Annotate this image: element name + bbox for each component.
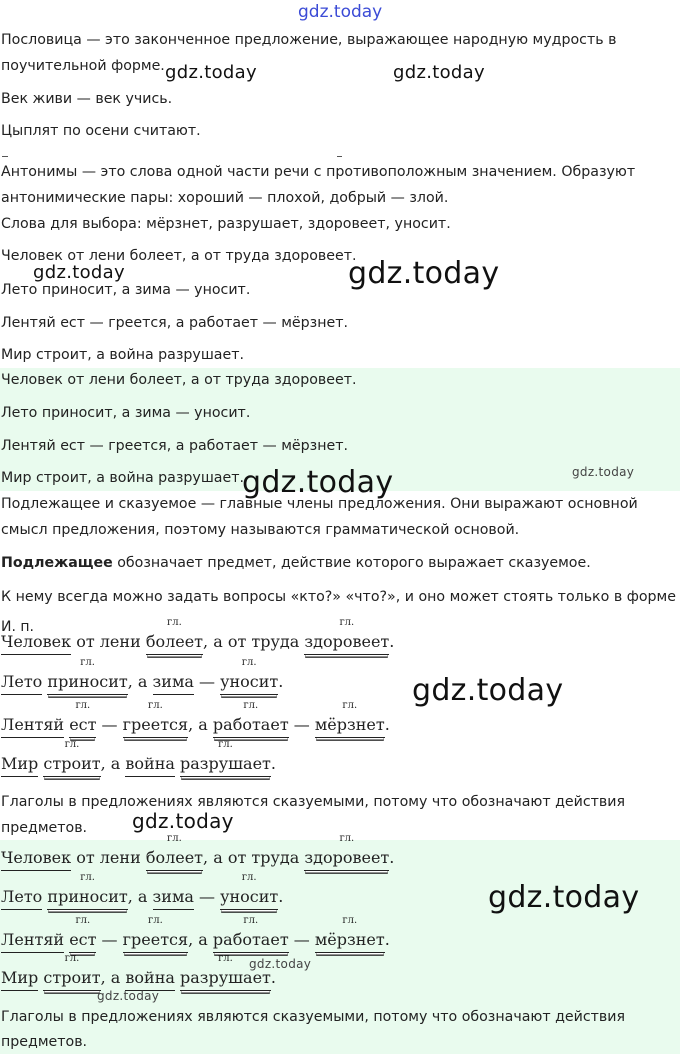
predicate-text: ест (69, 715, 97, 734)
subject-word: Мир (1, 752, 38, 777)
predicate-word (220, 872, 279, 910)
antonym-definition-line-1: Антонимы — это слова одной части речи с противоположным значением. Образуют (1, 164, 636, 180)
cut-mark (337, 156, 342, 157)
plain-text: , а (188, 715, 213, 734)
sentence-3: Лентяй ест — греется, а работает — мёрзнет. (1, 315, 348, 331)
watermark: gdz.today (488, 880, 640, 915)
verb-mark: гл. (75, 700, 91, 711)
plain-text: — (288, 930, 315, 949)
verb-mark: гл. (243, 915, 259, 926)
predicate-word (47, 872, 128, 910)
watermark: gdz.today (412, 673, 564, 708)
predicate-text: ест (69, 930, 97, 949)
subject-definition (1, 551, 591, 575)
header-watermark: gdz.today (298, 2, 383, 22)
answer-sentence-4: Мир строит, а война разрушает. (1, 470, 245, 486)
predicate-text: уносит (220, 887, 279, 906)
main-members-definition-line-1: Подлежащее и сказуемое — главные члены предложения. Они выражают основной (1, 496, 638, 512)
subject-word: Лентяй (1, 713, 64, 738)
proverb-definition-line-2: поучительной форме. (1, 58, 165, 74)
predicate-word (180, 739, 271, 777)
predicate-text: строит (43, 968, 101, 987)
predicate-word (43, 739, 101, 777)
verb-mark: гл. (339, 833, 355, 844)
answer-sentence-3: Лентяй ест — греется, а работает — мёрзнет. (1, 438, 348, 454)
parsed-sentence-4 (1, 739, 276, 777)
proverb-definition-line-1: Пословица — это законченное предложение, выражающее народную мудрость в (1, 32, 617, 48)
verb-mark: гл. (147, 915, 163, 926)
predicate-word (69, 700, 97, 738)
watermark: gdz.today (132, 809, 234, 833)
plain-text: , а (100, 968, 126, 987)
watermark: gdz.today (393, 62, 485, 83)
verb-mark: гл. (342, 700, 358, 711)
subject-word: война (125, 752, 175, 777)
subject-word: война (125, 966, 175, 991)
watermark: gdz.today (348, 256, 500, 291)
predicate-text: болеет (145, 848, 204, 867)
predicate-word (212, 700, 289, 738)
predicate-word (122, 700, 189, 738)
predicate-text: греется (122, 930, 189, 949)
subject-definition-rest: обозначает предмет, действие которого выражает сказуемое. (112, 555, 591, 571)
verb-mark: гл. (80, 872, 95, 883)
plain-text: — (193, 887, 221, 906)
subject-word: Лентяй (1, 928, 64, 953)
antonym-definition-line-2: антонимические пары: хороший — плохой, добрый — злой. (1, 190, 449, 206)
subject-questions: К нему всегда можно задать вопросы «кто?» «что?», и оно может стоять только в форме (1, 589, 676, 605)
sentence-4: Мир строит, а война разрушает. (1, 347, 245, 363)
cut-mark (2, 156, 8, 157)
conclusion-line-2: предметов. (1, 820, 88, 836)
answer-sentence-1: Человек от лени болеет, а от труда здоровеет. (1, 372, 357, 388)
proverb-example-2: Цыплят по осени считают. (1, 123, 201, 139)
verb-mark: гл. (147, 700, 163, 711)
plain-text: , а (127, 887, 153, 906)
plain-text: от лени (71, 848, 146, 867)
words-for-choice: Слова для выбора: мёрзнет, разрушает, здоровеет, уносит. (1, 216, 451, 232)
plain-text: , а от труда (203, 632, 305, 651)
predicate-word (220, 657, 279, 695)
subject-word: Лето (1, 885, 42, 910)
plain-text: — (288, 715, 315, 734)
predicate-word (304, 617, 390, 655)
subject-word: Человек (1, 630, 71, 655)
predicate-word (69, 915, 97, 953)
sentence-1: Человек от лени болеет, а от труда здоровеет. (1, 248, 357, 264)
plain-text: . (389, 848, 395, 867)
predicate-word (43, 953, 101, 991)
plain-text: — (96, 715, 123, 734)
answer-parsed-sentence-1 (1, 833, 395, 871)
answer-parsed-sentence-4 (1, 953, 276, 991)
sentence-2: Лето приносит, а зима — уносит. (1, 282, 251, 298)
answer-parsed-sentence-3 (1, 915, 390, 953)
predicate-word (212, 915, 289, 953)
verb-mark: гл. (218, 953, 233, 964)
watermark: gdz.today (242, 465, 394, 500)
plain-text: , а (100, 754, 126, 773)
subject-word: зима (153, 670, 194, 695)
subject-word: Мир (1, 966, 38, 991)
predicate-word (145, 617, 204, 655)
plain-text: , а от труда (203, 848, 305, 867)
predicate-text: греется (122, 715, 189, 734)
verb-mark: гл. (241, 872, 257, 883)
watermark: gdz.today (249, 957, 312, 971)
verb-mark: гл. (243, 700, 259, 711)
predicate-text: приносит (47, 887, 128, 906)
plain-text: — (96, 930, 123, 949)
verb-mark: гл. (167, 617, 182, 628)
main-members-definition-line-2: смысл предложения, поэтому называются грамматической основой. (1, 522, 520, 538)
plain-text: . (278, 887, 284, 906)
verb-mark: гл. (241, 657, 257, 668)
predicate-text: мёрзнет (314, 715, 385, 734)
subject-word: Лето (1, 670, 42, 695)
predicate-text: здоровеет (304, 632, 390, 651)
verb-mark: гл. (218, 739, 233, 750)
plain-text: — (193, 672, 221, 691)
plain-text: . (389, 632, 395, 651)
plain-text: . (278, 672, 284, 691)
predicate-word (314, 915, 385, 953)
answer-parsed-sentence-2 (1, 872, 284, 910)
verb-mark: гл. (64, 739, 80, 750)
predicate-text: уносит (220, 672, 279, 691)
predicate-word (145, 833, 204, 871)
predicate-text: работает (212, 715, 289, 734)
verb-mark: гл. (342, 915, 358, 926)
verb-mark: гл. (75, 915, 91, 926)
subject-term: Подлежащее (1, 555, 113, 571)
predicate-text: строит (43, 754, 101, 773)
conclusion-line-1: Глаголы в предложениях являются сказуемыми, потому что обозначают действия (1, 794, 626, 810)
subject-word: зима (153, 885, 194, 910)
predicate-text: разрушает (180, 754, 271, 773)
predicate-text: приносит (47, 672, 128, 691)
plain-text: , а (127, 672, 153, 691)
predicate-word (47, 657, 128, 695)
answer-sentence-2: Лето приносит, а зима — уносит. (1, 405, 251, 421)
verb-mark: гл. (167, 833, 182, 844)
predicate-text: работает (212, 930, 289, 949)
watermark: gdz.today (97, 989, 160, 1003)
predicate-text: болеет (145, 632, 204, 651)
plain-text: . (384, 930, 390, 949)
plain-text: . (384, 715, 390, 734)
proverb-example-1: Век живи — век учись. (1, 91, 173, 107)
verb-mark: гл. (339, 617, 355, 628)
plain-text: . (270, 754, 276, 773)
answer-conclusion-line-2: предметов. (1, 1034, 88, 1050)
plain-text: , а (188, 930, 213, 949)
predicate-word (304, 833, 390, 871)
watermark: gdz.today (165, 62, 257, 83)
plain-text: . (270, 968, 276, 987)
predicate-word (314, 700, 385, 738)
answer-conclusion-line-1: Глаголы в предложениях являются сказуемыми, потому что обозначают действия (1, 1009, 626, 1025)
verb-mark: гл. (64, 953, 80, 964)
predicate-text: здоровеет (304, 848, 390, 867)
parsed-sentence-2 (1, 657, 284, 695)
parsed-sentence-3 (1, 700, 390, 738)
subject-word: Человек (1, 846, 71, 871)
watermark: gdz.today (572, 465, 635, 479)
predicate-text: мёрзнет (314, 930, 385, 949)
predicate-text: разрушает (180, 968, 271, 987)
plain-text: от лени (71, 632, 146, 651)
predicate-word (122, 915, 189, 953)
verb-mark: гл. (80, 657, 95, 668)
watermark: gdz.today (33, 262, 125, 283)
subject-questions-cut-line: И. п. (1, 619, 34, 635)
